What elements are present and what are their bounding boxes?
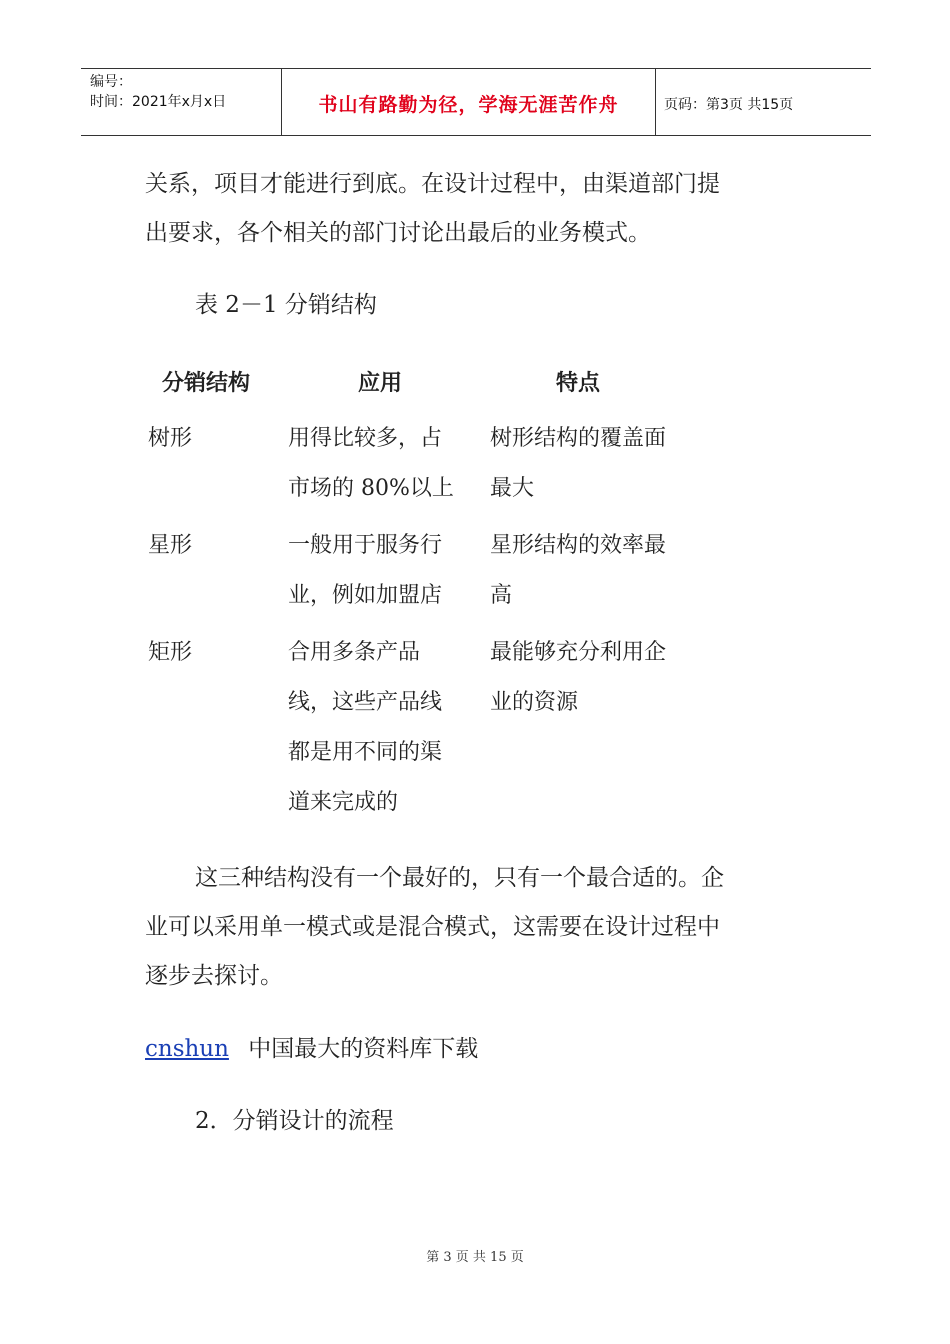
table-cell-feature: 业的资源 bbox=[490, 690, 579, 715]
table-cell-structure: 树形 bbox=[148, 426, 193, 451]
table-cell-structure: 矩形 bbox=[148, 640, 193, 665]
header-meta bbox=[90, 72, 226, 112]
header-divider bbox=[655, 68, 656, 135]
header-bottom-rule bbox=[81, 135, 871, 136]
table-cell-feature: 树形结构的覆盖面 bbox=[490, 426, 667, 451]
time-label: 时间：2021年x月x日 bbox=[90, 94, 227, 110]
table-cell-application: 线，这些产品线 bbox=[288, 690, 443, 715]
table-header: 特点 bbox=[556, 371, 601, 396]
table-cell-feature: 最大 bbox=[490, 476, 535, 501]
table-cell-application: 市场的 80%以上 bbox=[288, 476, 454, 501]
table-cell-feature: 最能够充分利用企 bbox=[490, 640, 667, 665]
paragraph-line: 出要求，各个相关的部门讨论出最后的业务模式。 bbox=[145, 220, 651, 246]
serial-label: 编号： bbox=[90, 74, 132, 90]
paragraph-line: 这三种结构没有一个最好的，只有一个最合适的。企 bbox=[195, 865, 724, 891]
section-heading: 2．分销设计的流程 bbox=[195, 1108, 394, 1134]
header-motto: 书山有路勤为径，学海无涯苦作舟 bbox=[318, 94, 619, 116]
table-cell-application: 业，例如加盟店 bbox=[288, 583, 443, 608]
table-cell-application: 道来完成的 bbox=[288, 790, 399, 815]
table-caption: 表 2－1 分销结构 bbox=[195, 292, 377, 318]
header-top-rule bbox=[81, 68, 871, 69]
table-header: 应用 bbox=[358, 371, 403, 396]
paragraph-line: 业可以采用单一模式或是混合模式，这需要在设计过程中 bbox=[145, 914, 720, 940]
cnshun-link[interactable]: cnshun bbox=[145, 1036, 229, 1062]
table-header: 分销结构 bbox=[162, 371, 251, 396]
table-cell-application: 合用多条产品 bbox=[288, 640, 421, 665]
paragraph-line: 关系，项目才能进行到底。在设计过程中，由渠道部门提 bbox=[145, 171, 720, 197]
link-line bbox=[145, 1025, 478, 1074]
table-cell-feature: 高 bbox=[490, 583, 513, 608]
paragraph-line: 逐步去探讨。 bbox=[145, 963, 283, 989]
table-cell-application: 用得比较多，占 bbox=[288, 426, 443, 451]
table-cell-structure: 星形 bbox=[148, 533, 193, 558]
page-footer: 第 3 页 共 15 页 bbox=[426, 1250, 524, 1265]
table-cell-application: 一般用于服务行 bbox=[288, 533, 443, 558]
header-page-info: 页码：第3页 共15页 bbox=[664, 97, 794, 113]
table-cell-feature: 星形结构的效率最 bbox=[490, 533, 667, 558]
table-cell-application: 都是用不同的渠 bbox=[288, 740, 443, 765]
link-suffix: 中国最大的资料库下载 bbox=[248, 1036, 479, 1062]
